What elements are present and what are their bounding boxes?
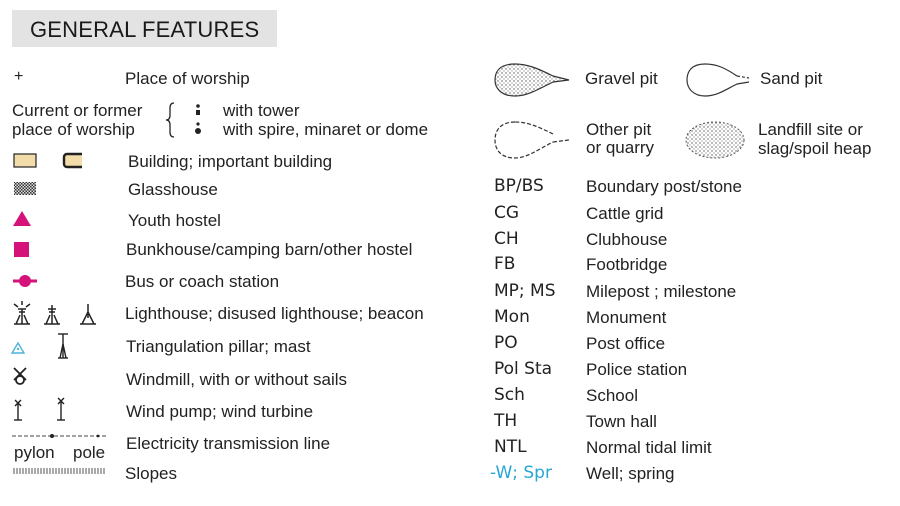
electricity-label: Electricity transmission line: [126, 434, 331, 453]
abbr-code: MP; MS: [494, 281, 556, 301]
section-title: GENERAL FEATURES: [30, 17, 260, 42]
abbr-label: Monument: [586, 308, 667, 327]
place-of-worship-symbol: +: [14, 68, 24, 85]
glasshouse-label: Glasshouse: [128, 180, 218, 199]
triangulation-label: Triangulation pillar; mast: [126, 337, 311, 356]
abbr-code: Mon: [494, 307, 530, 327]
triangulation-pillar-icon: [10, 330, 80, 362]
windmill-label: Windmill, with or without sails: [126, 370, 348, 389]
sand-pit-label: Sand pit: [760, 69, 823, 88]
pole-label: pole: [73, 443, 106, 462]
windmill-icon: [10, 364, 40, 390]
youth-hostel-label: Youth hostel: [128, 211, 221, 230]
gravel-pit-label: Gravel pit: [585, 69, 658, 88]
bus-station-label: Bus or coach station: [125, 272, 280, 291]
landfill-label-2: slag/spoil heap: [758, 139, 872, 158]
abbr-code: CG: [494, 203, 520, 223]
abbr-code: NTL: [494, 437, 527, 457]
sand-pit-icon: [685, 60, 755, 100]
bunkhouse-icon: [12, 240, 36, 260]
slopes-label: Slopes: [125, 464, 177, 483]
with-tower-label: with tower: [223, 101, 300, 120]
pylon-label: pylon: [14, 443, 55, 462]
other-pit-label-2: or quarry: [586, 138, 655, 157]
abbr-code: TH: [494, 411, 518, 431]
abbr-label: Police station: [586, 360, 688, 379]
abbr-code: FB: [494, 254, 516, 274]
abbr-label: Boundary post/stone: [586, 177, 742, 196]
wind-pump-label: Wind pump; wind turbine: [126, 402, 314, 421]
abbr-code: Pol Sta: [494, 359, 553, 379]
abbr-label: Milepost ; milestone: [586, 282, 737, 301]
abbr-code-well: -W; Spr: [490, 463, 552, 483]
current-former-label-2: place of worship: [12, 120, 135, 139]
bunkhouse-label: Bunkhouse/camping barn/other hostel: [126, 240, 413, 259]
lighthouse-icon: [10, 298, 105, 328]
other-pit-label-1: Other pit: [586, 120, 652, 139]
abbr-label: Town hall: [586, 412, 657, 431]
landfill-label-1: Landfill site or: [758, 120, 863, 139]
with-spire-label: with spire, minaret or dome: [223, 120, 429, 139]
abbr-label: Clubhouse: [586, 230, 668, 249]
landfill-icon: [683, 118, 753, 162]
bus-station-icon: [12, 273, 42, 289]
other-pit-icon: [493, 118, 573, 162]
abbr-code: CH: [494, 229, 519, 249]
electricity-line-icon: [10, 430, 110, 442]
glasshouse-icon: [12, 180, 42, 198]
abbr-label: Post office: [586, 334, 666, 353]
abbr-label: Normal tidal limit: [586, 438, 712, 457]
abbr-label: Cattle grid: [586, 204, 664, 223]
gravel-pit-icon: [493, 60, 573, 100]
current-former-label-1: Current or former: [12, 101, 143, 120]
building-icon: [12, 152, 82, 170]
worship-brace-icon: [160, 100, 220, 140]
lighthouse-label: Lighthouse; disused lighthouse; beacon: [125, 304, 424, 323]
wind-pump-icon: [8, 394, 78, 426]
place-of-worship-label: Place of worship: [125, 69, 250, 88]
slopes-icon: [12, 467, 112, 477]
abbr-label: School: [586, 386, 638, 405]
abbr-code: PO: [494, 333, 518, 353]
abbr-label: Footbridge: [586, 255, 668, 274]
abbr-label: Well; spring: [586, 464, 675, 483]
building-label: Building; important building: [128, 152, 333, 171]
abbr-code: Sch: [494, 385, 525, 405]
youth-hostel-icon: [12, 209, 36, 229]
abbr-code: BP/BS: [494, 176, 544, 196]
